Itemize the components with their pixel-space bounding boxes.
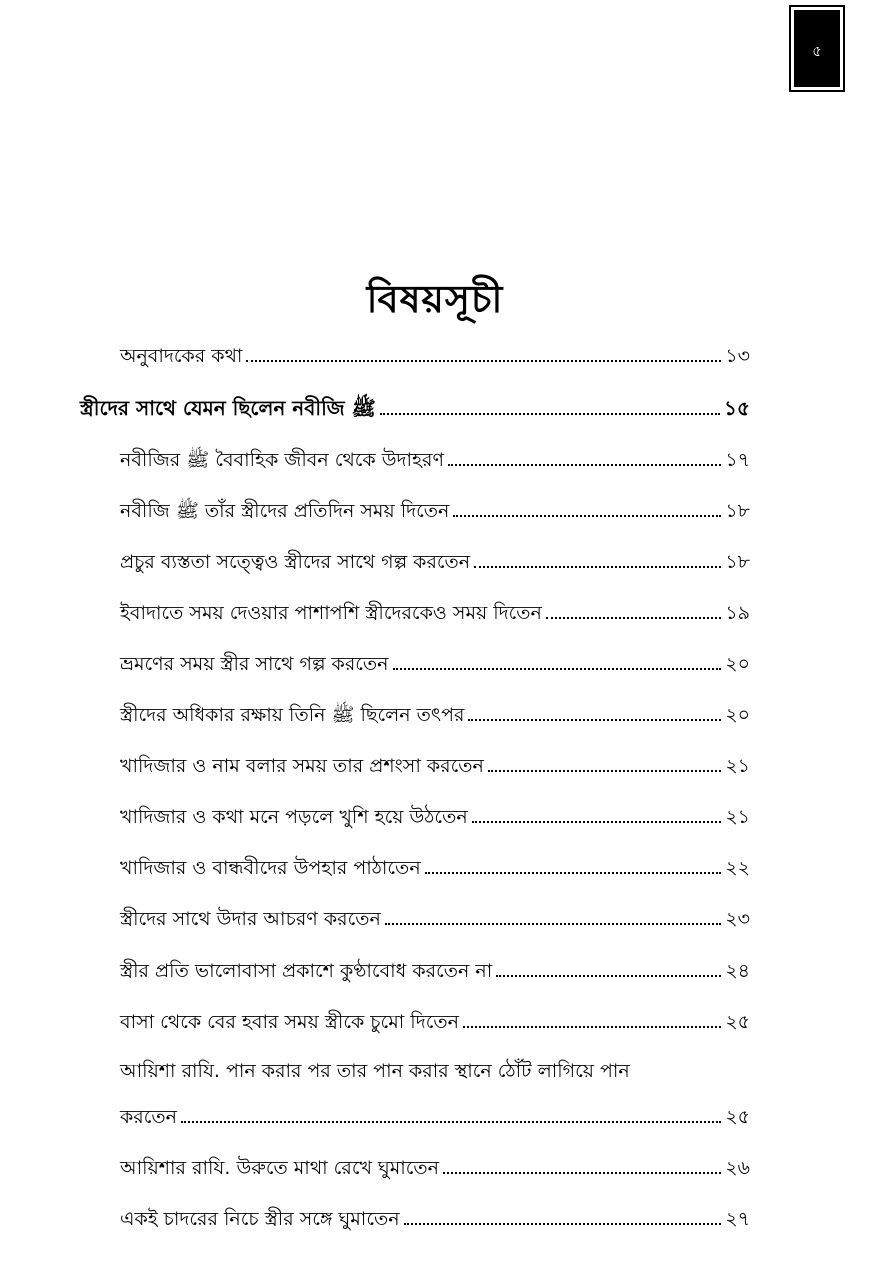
dot-leader [393, 668, 722, 670]
toc-entry-page: ২১ [725, 755, 750, 777]
toc-entry-first-line[interactable] [120, 1057, 750, 1085]
toc-entry-text: খাদিজার ও নাম বলার সময় তার প্রশংসা করতেন [120, 755, 484, 777]
toc-entry-page: ১৫ [724, 396, 750, 420]
dot-leader [448, 464, 721, 466]
toc-entry-text: স্ত্রীদের সাথে উদার আচরণ করতেন [120, 908, 381, 930]
dot-leader [546, 617, 721, 619]
toc-entry[interactable] [120, 497, 750, 525]
toc-title: বিষয়সূচী [366, 277, 504, 321]
toc-entry[interactable] [120, 957, 750, 985]
toc-entry[interactable] [120, 701, 750, 729]
page-number: ৫ [794, 10, 840, 87]
dot-leader [463, 1026, 721, 1028]
dot-leader [404, 1223, 722, 1225]
toc-entry-page: ২০ [725, 653, 750, 675]
toc-entry-text: স্ত্রীদের সাথে যেমন ছিলেন নবীজি ﷺ [80, 396, 376, 420]
toc-entry[interactable] [120, 905, 750, 933]
dot-leader [474, 566, 721, 568]
toc-entry-text: ইবাদাতে সময় দেওয়ার পাশাপশি স্ত্রীদেরকেও সময় দিতেন [120, 602, 542, 624]
dot-leader [468, 719, 721, 721]
toc-entry-text: খাদিজার ও বান্ধবীদের উপহার পাঠাতেন [120, 857, 421, 879]
toc-entry[interactable] [120, 752, 750, 780]
toc-entry-page: ১৮ [725, 551, 750, 573]
toc-entry-page: ২৬ [725, 1157, 750, 1179]
toc-entry[interactable] [120, 803, 750, 831]
toc-entry-page: ২২ [725, 857, 750, 879]
toc-entry[interactable] [120, 1154, 750, 1182]
toc-entry-page: ১৮ [725, 500, 750, 522]
page-number-box [789, 5, 845, 92]
toc-entry-text: স্ত্রীর প্রতি ভালোবাসা প্রকাশে কুণ্ঠাবোধ করতেন না [120, 960, 493, 982]
dot-leader [380, 413, 720, 415]
toc-entry[interactable] [120, 854, 750, 882]
toc-entry-page: ২৭ [725, 1208, 750, 1230]
toc-entry-page: ২৫ [725, 1106, 750, 1128]
toc-entry[interactable] [120, 599, 750, 627]
toc-entry-text: নবীজি ﷺ তাঁর স্ত্রীদের প্রতিদিন সময় দিতেন [120, 500, 450, 522]
dot-leader [246, 360, 721, 362]
toc-entry[interactable] [120, 446, 750, 474]
dot-leader [496, 975, 721, 977]
dot-leader [181, 1121, 721, 1123]
toc-entry-text: নবীজির ﷺ বৈবাহিক জীবন থেকে উদাহরণ [120, 449, 444, 471]
toc-entry-text: অনুবাদকের কথা [120, 345, 243, 367]
dot-leader [472, 821, 722, 823]
toc-entry-text: আয়িশার রাযি. উরুতে মাথা রেখে ঘুমাতেন [120, 1157, 440, 1179]
toc-entry[interactable] [120, 1205, 750, 1233]
dot-leader [488, 770, 721, 772]
toc-entry-text: একই চাদরের নিচে স্ত্রীর সঙ্গে ঘুমাতেন [120, 1208, 400, 1230]
toc-entry-page: ২৫ [725, 1011, 750, 1033]
toc-entry[interactable] [120, 342, 750, 370]
toc-entry-page: ১৭ [725, 449, 750, 471]
toc-entry-text: বাসা থেকে বের হবার সময় স্ত্রীকে চুমো দিতেন [120, 1011, 459, 1033]
toc-entry-text: প্রচুর ব্যস্ততা সত্ত্বেও স্ত্রীদের সাথে গল্প করতেন [120, 551, 471, 573]
dot-leader [425, 872, 722, 874]
dot-leader [385, 923, 721, 925]
toc-entry-page: ২০ [725, 704, 750, 726]
toc-section-heading[interactable] [80, 394, 750, 422]
toc-entry-page: ২৪ [725, 960, 750, 982]
toc-entry[interactable] [120, 1008, 750, 1036]
toc-entry-text: খাদিজার ও কথা মনে পড়লে খুশি হয়ে উঠতেন [120, 806, 468, 828]
toc-entry[interactable] [120, 548, 750, 576]
toc-entry-page: ২৩ [725, 908, 750, 930]
toc-entry[interactable] [120, 650, 750, 678]
toc-entry-text: ভ্রমণের সময় স্ত্রীর সাথে গল্প করতেন [120, 653, 389, 675]
toc-entry-page: ২১ [725, 806, 750, 828]
toc-entry-page: ১৯ [725, 602, 750, 624]
toc-entry-text: স্ত্রীদের অধিকার রক্ষায় তিনি ﷺ ছিলেন তৎপর [120, 704, 465, 726]
toc-entry-text-line1: আয়িশা রাযি. পান করার পর তার পান করার স্থানে ঠোঁট লাগিয়ে পান [120, 1060, 630, 1082]
toc-entry[interactable] [120, 1103, 750, 1131]
toc-entry-page: ১৩ [725, 345, 750, 367]
dot-leader [443, 1172, 721, 1174]
dot-leader [453, 515, 721, 517]
toc-entry-text: করতেন [120, 1106, 177, 1128]
